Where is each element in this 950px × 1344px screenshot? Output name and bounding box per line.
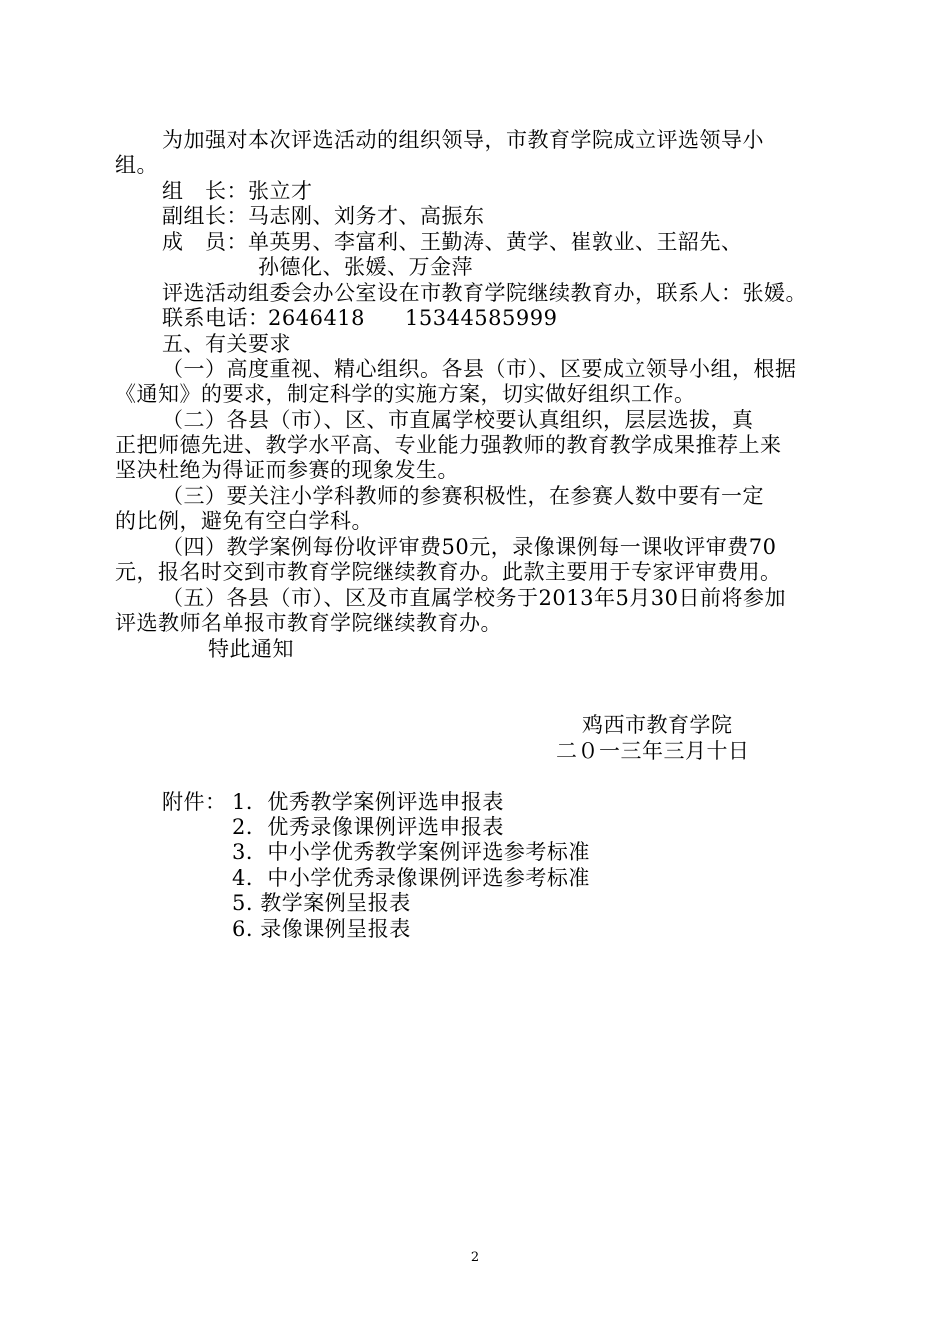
requirement-3-line-2: 的比例，避免有空白学科。 <box>115 509 373 533</box>
office-note: 评选活动组委会办公室设在市教育学院继续教育办，联系人：张媛。 <box>162 281 807 305</box>
attachment-item: 5. 教学案例呈报表 <box>232 891 411 915</box>
phone-label: 联系电话： <box>162 306 270 330</box>
deputy-leaders: 副组长：马志刚、刘务才、高振东 <box>162 204 485 228</box>
requirement-1-line-2: 《通知》的要求，制定科学的实施方案，切实做好组织工作。 <box>115 382 696 406</box>
requirement-1-line-1: （一）高度重视、精心组织。各县（市）、区要成立领导小组，根据 <box>162 357 797 381</box>
group-leader: 组 长：张立才 <box>162 179 313 203</box>
attachment-item: 6. 录像课例呈报表 <box>232 917 411 941</box>
attachment-item: 4．中小学优秀录像课例评选参考标准 <box>232 866 590 890</box>
requirement-4-line-1: （四）教学案例每份收评审费50元，录像课例每一课收评审费70 <box>162 535 777 559</box>
requirement-3-line-1: （三）要关注小学科教师的参赛积极性，在参赛人数中要有一定 <box>162 484 764 508</box>
members-line-2: 孙德化、张媛、万金萍 <box>258 255 473 279</box>
attachment-item: 1．优秀教学案例评选申报表 <box>232 790 504 814</box>
signature-organization: 鸡西市教育学院 <box>582 713 733 737</box>
phone-number-1: 2646418 <box>268 306 366 330</box>
signature-date: 二０一三年三月十日 <box>556 739 750 763</box>
requirement-2-line-3: 坚决杜绝为得证而参赛的现象发生。 <box>115 458 459 482</box>
requirements-heading: 五、有关要求 <box>162 332 291 356</box>
attachments-label: 附件： <box>162 790 227 814</box>
leadership-intro-line-2: 组。 <box>115 153 158 177</box>
attachment-item: 2．优秀录像课例评选申报表 <box>232 815 504 839</box>
requirement-2-line-1: （二）各县（市）、区、市直属学校要认真组织，层层选拔，真 <box>162 408 754 432</box>
attachment-item: 3．中小学优秀教学案例评选参考标准 <box>232 840 590 864</box>
requirement-5-line-2: 评选教师名单报市教育学院继续教育办。 <box>115 611 502 635</box>
closing-line: 特此通知 <box>208 637 294 661</box>
page-number: 2 <box>470 1250 480 1265</box>
requirement-5-line-1: （五）各县（市）、区及市直属学校务于2013年5月30日前将参加 <box>162 586 787 610</box>
members-line-1: 成 员：单英男、李富利、王勤涛、黄学、崔敦业、王韶先、 <box>162 230 743 254</box>
requirement-2-line-2: 正把师德先进、教学水平高、专业能力强教师的教育教学成果推荐上来 <box>115 433 782 457</box>
requirement-4-line-2: 元，报名时交到市教育学院继续教育办。此款主要用于专家评审费用。 <box>115 560 782 584</box>
phone-number-2: 15344585999 <box>405 306 558 330</box>
leadership-intro-line-1: 为加强对本次评选活动的组织领导，市教育学院成立评选领导小 <box>162 128 764 152</box>
